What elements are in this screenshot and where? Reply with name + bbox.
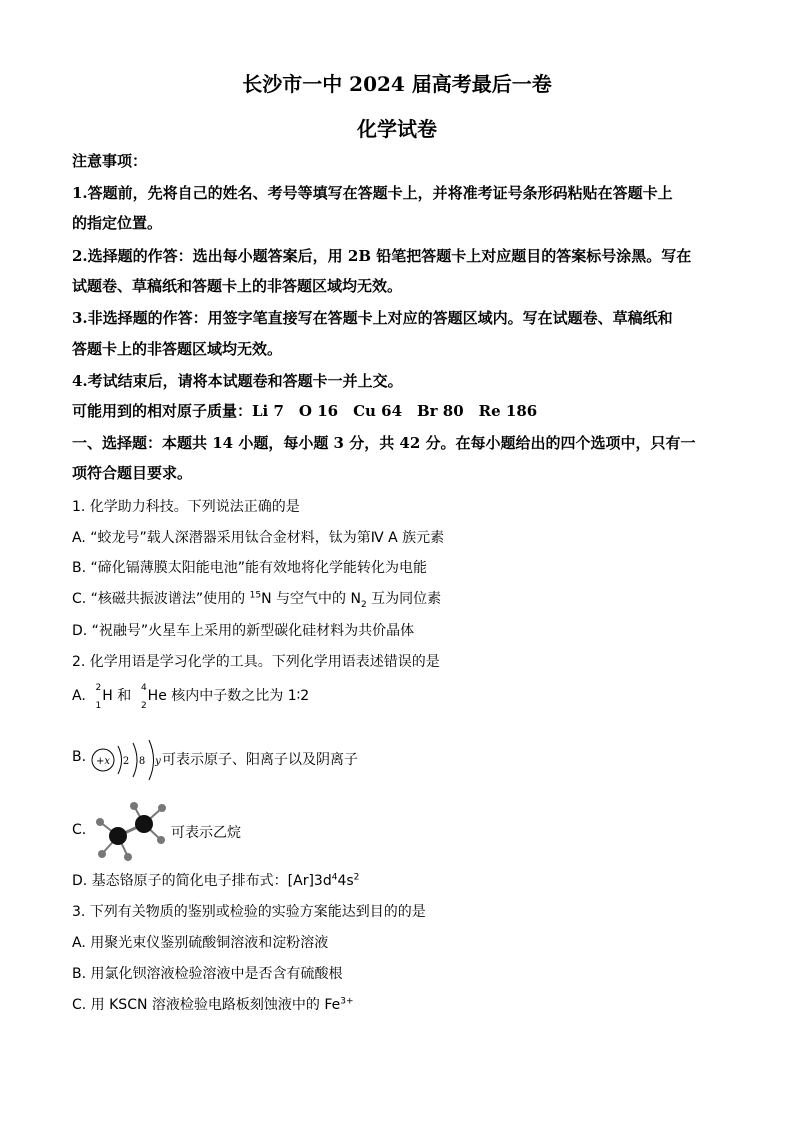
q3-option-a: A. 用聚光束仪鉴别硫酸铜溶液和淀粉溶液: [72, 935, 329, 951]
option-label: A.: [72, 688, 86, 704]
section-1-heading: 一、选择题：本题共 14 小题，每小题 3 分，共 42 分。在每小题给出的四个选项中，只有一: [72, 434, 696, 452]
notice-heading: 注意事项：: [72, 152, 148, 170]
q2-option-c-text: 可表示乙烷: [171, 825, 241, 841]
ethane-ball-stick-model: [90, 800, 170, 862]
q1-option-c-text: C. “核磁共振波谱法”使用的: [72, 591, 250, 607]
atomic-number: 2: [140, 701, 147, 711]
q1-option-d: D. “祝融号”火星车上采用的新型碳化硅材料为共价晶体: [72, 623, 415, 639]
hydrogen-nuclide: [90, 683, 102, 711]
q1-option-c: [72, 588, 441, 608]
q3-option-c-text: C. 用 KSCN 溶液检验电路板刻蚀液中的 Fe: [72, 997, 341, 1013]
q3-option-c: [72, 994, 354, 1014]
carbon-atom: [135, 815, 153, 833]
carbon-atom: [109, 827, 127, 845]
hydrogen-atom: [130, 802, 138, 810]
notice-item-3-cont: 答题卡上的非答题区域均无效。: [72, 340, 283, 358]
nuclide-text: H 和: [102, 688, 136, 704]
mass-number: 4: [140, 683, 147, 693]
hydrogen-atom: [157, 836, 165, 844]
notice-item-1: 1.答题前，先将自己的姓名、考号等填写在答题卡上，并将准考证号条形码粘贴在答题卡上: [72, 184, 673, 202]
electron-shell-arc: [118, 746, 122, 774]
q2-stem: 2. 化学用语是学习化学的工具。下列化学用语表述错误的是: [72, 654, 440, 670]
notice-item-1-cont: 的指定位置。: [72, 214, 163, 232]
q1-option-a: A. “蛟龙号”载人深潜器采用钛合金材料，钛为第Ⅳ A 族元素: [72, 530, 445, 546]
helium-nuclide: [136, 683, 148, 711]
q3-option-b: B. 用氯化钡溶液检验溶液中是否含有硫酸根: [72, 966, 343, 982]
shell-electrons-1: 2: [122, 756, 130, 767]
q2-option-d-text: 4s: [337, 873, 354, 889]
subscript: 2: [360, 599, 367, 610]
q2-option-a: [72, 683, 310, 711]
hydrogen-atom: [98, 850, 106, 858]
q1-stem: 1. 化学助力科技。下列说法正确的是: [72, 499, 300, 515]
q2-option-b-text: 可表示原子、阳离子以及阴离子: [162, 752, 358, 768]
hydrogen-atom: [96, 818, 104, 826]
shell-electrons-2: 8: [138, 756, 146, 767]
notice-item-2: 2.选择题的作答：选出每小题答案后，用 2B 铅笔把答题卡上对应题目的答案标号涂黑。写在: [72, 247, 692, 265]
atomic-structure-diagram: [88, 738, 168, 782]
superscript: 4: [331, 872, 338, 883]
exam-title: 长沙市一中 2024 届高考最后一卷: [242, 72, 552, 96]
section-1-heading-cont: 项符合题目要求。: [72, 464, 193, 482]
notice-item-2-cont: 试题卷、草稿纸和答题卡上的非答题区域均无效。: [72, 277, 403, 295]
mass-number: 15: [249, 590, 262, 601]
q1-option-c-text: 互为同位素: [366, 591, 442, 607]
electron-shell-arc: [133, 743, 137, 777]
superscript: 3+: [340, 996, 354, 1007]
mass-number: 2: [95, 683, 102, 693]
q1-option-b: B. “碲化镉薄膜太阳能电池”能有效地将化学能转化为电能: [72, 560, 428, 576]
hydrogen-atom: [158, 804, 166, 812]
exam-subtitle: 化学试卷: [357, 117, 437, 141]
shell-electrons-3: y: [155, 756, 161, 767]
q2-option-c-label: C.: [72, 822, 87, 838]
q2-option-b-label: B.: [72, 749, 87, 765]
atomic-number: 1: [95, 701, 102, 711]
atomic-masses: 可能用到的相对原子质量：Li 7 O 16 Cu 64 Br 80 Re 186: [72, 402, 538, 420]
notice-item-3: 3.非选择题的作答：用签字笔直接写在答题卡上对应的答题区域内。写在试题卷、草稿纸和: [72, 309, 673, 327]
electron-shell-arc: [149, 740, 154, 780]
superscript: 2: [353, 872, 360, 883]
q2-option-d: [72, 870, 359, 890]
q3-stem: 3. 下列有关物质的鉴别或检验的实验方案能达到目的的是: [72, 904, 426, 920]
hydrogen-atom: [124, 853, 132, 861]
nuclide-text: He 核内中子数之比为 1∶2: [147, 688, 310, 704]
q2-option-d-text: D. 基态铬原子的简化电子排布式：[Ar]3d: [72, 873, 332, 889]
nucleus-charge: +x: [95, 756, 111, 767]
notice-item-4: 4.考试结束后，请将本试题卷和答题卡一并上交。: [72, 372, 403, 390]
q1-option-c-text: N 与空气中的 N: [261, 591, 361, 607]
